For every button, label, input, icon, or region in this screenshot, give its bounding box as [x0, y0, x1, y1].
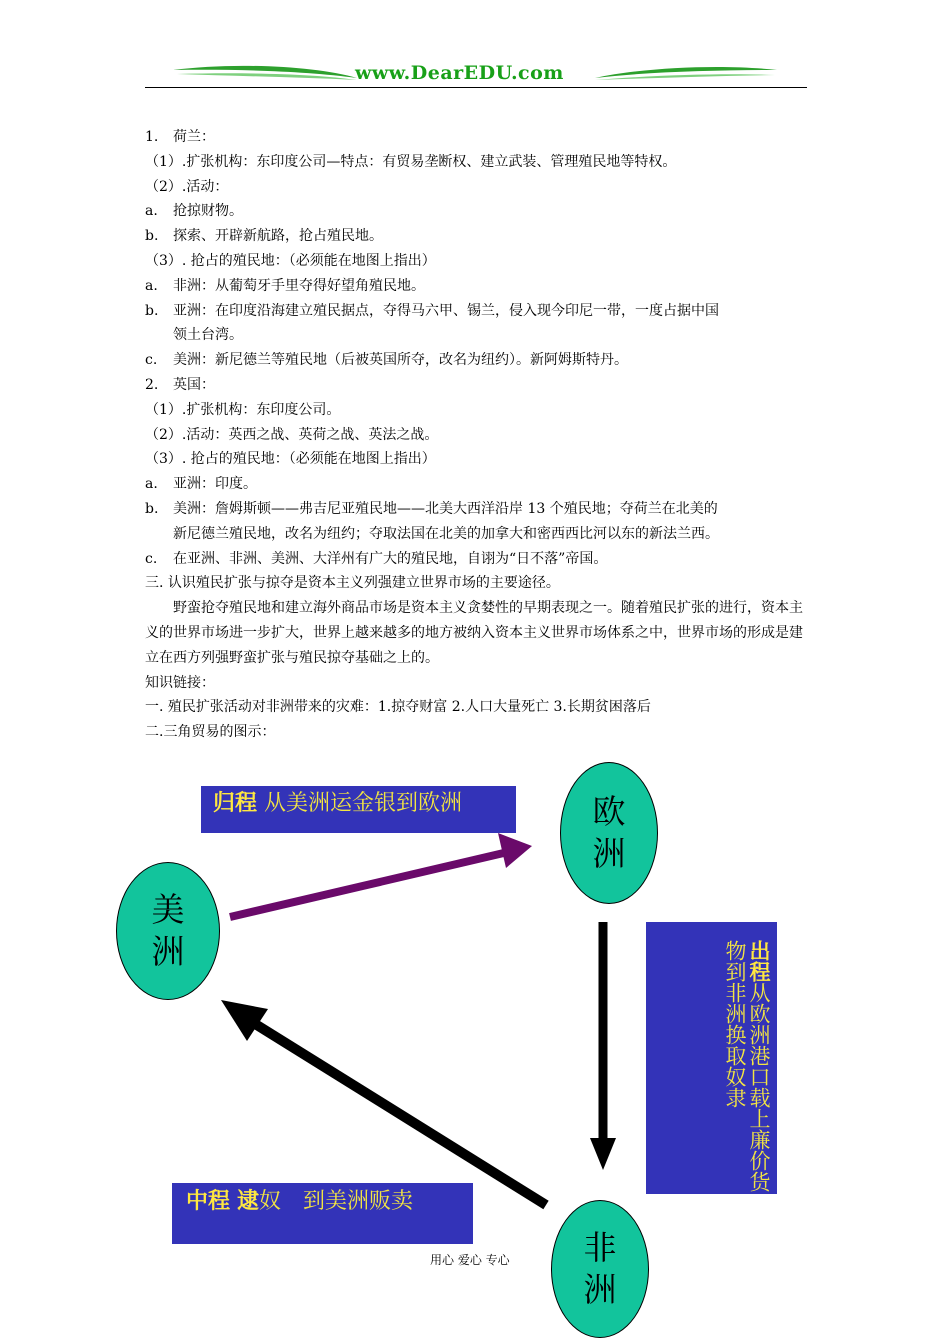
line-text: 亚洲：在印度沿海建立殖民据点，夺得马六甲、锡兰，侵入现今印尼一带，一度占据中国: [173, 302, 719, 319]
triangle-trade-heading: 二.三角贸易的图示：: [145, 724, 276, 741]
list-marker: b.: [145, 302, 159, 319]
list-marker: c.: [145, 550, 158, 567]
africa-char-1: 非: [583, 1228, 617, 1267]
outbound-leg-text: 从欧洲港口载上廉价货物到非洲换取奴隶: [723, 940, 771, 1192]
return-leg-label: 归程: [213, 791, 258, 816]
line-text: 非洲：从葡萄牙手里夺得好望角殖民地。: [173, 277, 425, 294]
list-marker: c.: [145, 352, 158, 369]
line-text: 领土台湾。: [173, 327, 243, 344]
line-text: 亚洲：印度。: [173, 476, 257, 493]
line-text: （3）. 抢占的殖民地：（必须能在地图上指出）: [145, 451, 436, 468]
list-marker: a.: [145, 476, 158, 493]
list-marker: b.: [145, 228, 159, 245]
knowledge-link-heading: 知识链接：: [145, 674, 215, 691]
line-text: （3）. 抢占的殖民地：（必须能在地图上指出）: [145, 252, 436, 269]
europe-node: [560, 762, 658, 904]
line-text: （2）.活动：英西之战、英荷之战、英法之战。: [145, 426, 439, 443]
return-arrow: [230, 833, 532, 917]
outbound-leg-label: 出程: [747, 940, 771, 982]
outbound-arrow: [590, 922, 616, 1170]
middle-leg-text2: 到美洲贩卖: [303, 1189, 414, 1214]
africa-char-2: 洲: [583, 1270, 617, 1309]
america-char-2: 洲: [151, 932, 185, 971]
return-leg-text: 从美洲运金银到欧洲: [264, 791, 463, 816]
line-text: 美洲：新尼德兰等殖民地（后被英国所夺，改名为纽约）。新阿姆斯特丹。: [173, 352, 628, 369]
middle-leg-text1: 奴: [259, 1189, 282, 1214]
line-text: 新尼德兰殖民地，改名为纽约；夺取法国在北美的加拿大和密西西比河以东的新法兰西。: [173, 525, 719, 542]
line-text: 探索、开辟新航路，抢占殖民地。: [173, 228, 383, 245]
line-text: （2）.活动：: [145, 178, 229, 195]
line-text: 荷兰：: [173, 129, 215, 145]
list-marker: 1.: [145, 129, 159, 145]
line-text: （1）.扩张机构：东印度公司。: [145, 401, 341, 418]
list-marker: a.: [145, 203, 158, 220]
outbound-leg-box: [646, 922, 777, 1194]
middle-leg-bold: 逮: [237, 1189, 260, 1214]
europe-char-2: 洲: [592, 834, 626, 873]
middle-leg-box: [172, 1183, 473, 1244]
middle-arrow: [221, 1000, 546, 1205]
line-text: 英国：: [173, 376, 215, 393]
page-footer: 用心 爱心 专心: [430, 1253, 510, 1267]
america-char-1: 美: [151, 890, 185, 929]
line-text: 在亚洲、非洲、美洲、大洋州有广大的殖民地，自诩为“日不落”帝国。: [173, 550, 608, 567]
europe-char-1: 欧: [592, 792, 626, 831]
africa-disaster-line: 一. 殖民扩张活动对非洲带来的灾难：1.掠夺财富 2.人口大量死亡 3.长期贫困落后: [145, 699, 651, 716]
line-text: （1）.扩张机构：东印度公司—特点：有贸易垄断权、建立武装、管理殖民地等特权。: [145, 153, 677, 170]
header-site-text: www.DearEDU.com: [355, 62, 564, 84]
body-paragraph: 野蛮抢夺殖民地和建立海外商品市场是资本主义贪婪性的早期表现之一。随着殖民扩张的进行，资本主义的世界市场进一步扩大，世界上越来越多的地方被纳入资本主义世界市场体系之中，世界市场的形成是建立在西方列强野蛮扩张与殖民掠夺基础之上的。: [145, 600, 803, 666]
list-marker: a.: [145, 277, 158, 294]
middle-leg-label: 中程: [186, 1189, 231, 1214]
return-leg-box: [201, 786, 516, 833]
list-marker: b.: [145, 500, 159, 517]
line-text: 美洲：詹姆斯顿——弗吉尼亚殖民地——北美大西洋沿岸 13 个殖民地；夺荷兰在北美的: [173, 500, 718, 517]
line-text: 三. 认识殖民扩张与掠夺是资本主义列强建立世界市场的主要途径。: [145, 575, 560, 592]
america-node: [116, 862, 220, 1000]
africa-node: [551, 1200, 649, 1338]
list-marker: 2.: [145, 376, 159, 393]
line-text: 抢掠财物。: [173, 203, 243, 220]
